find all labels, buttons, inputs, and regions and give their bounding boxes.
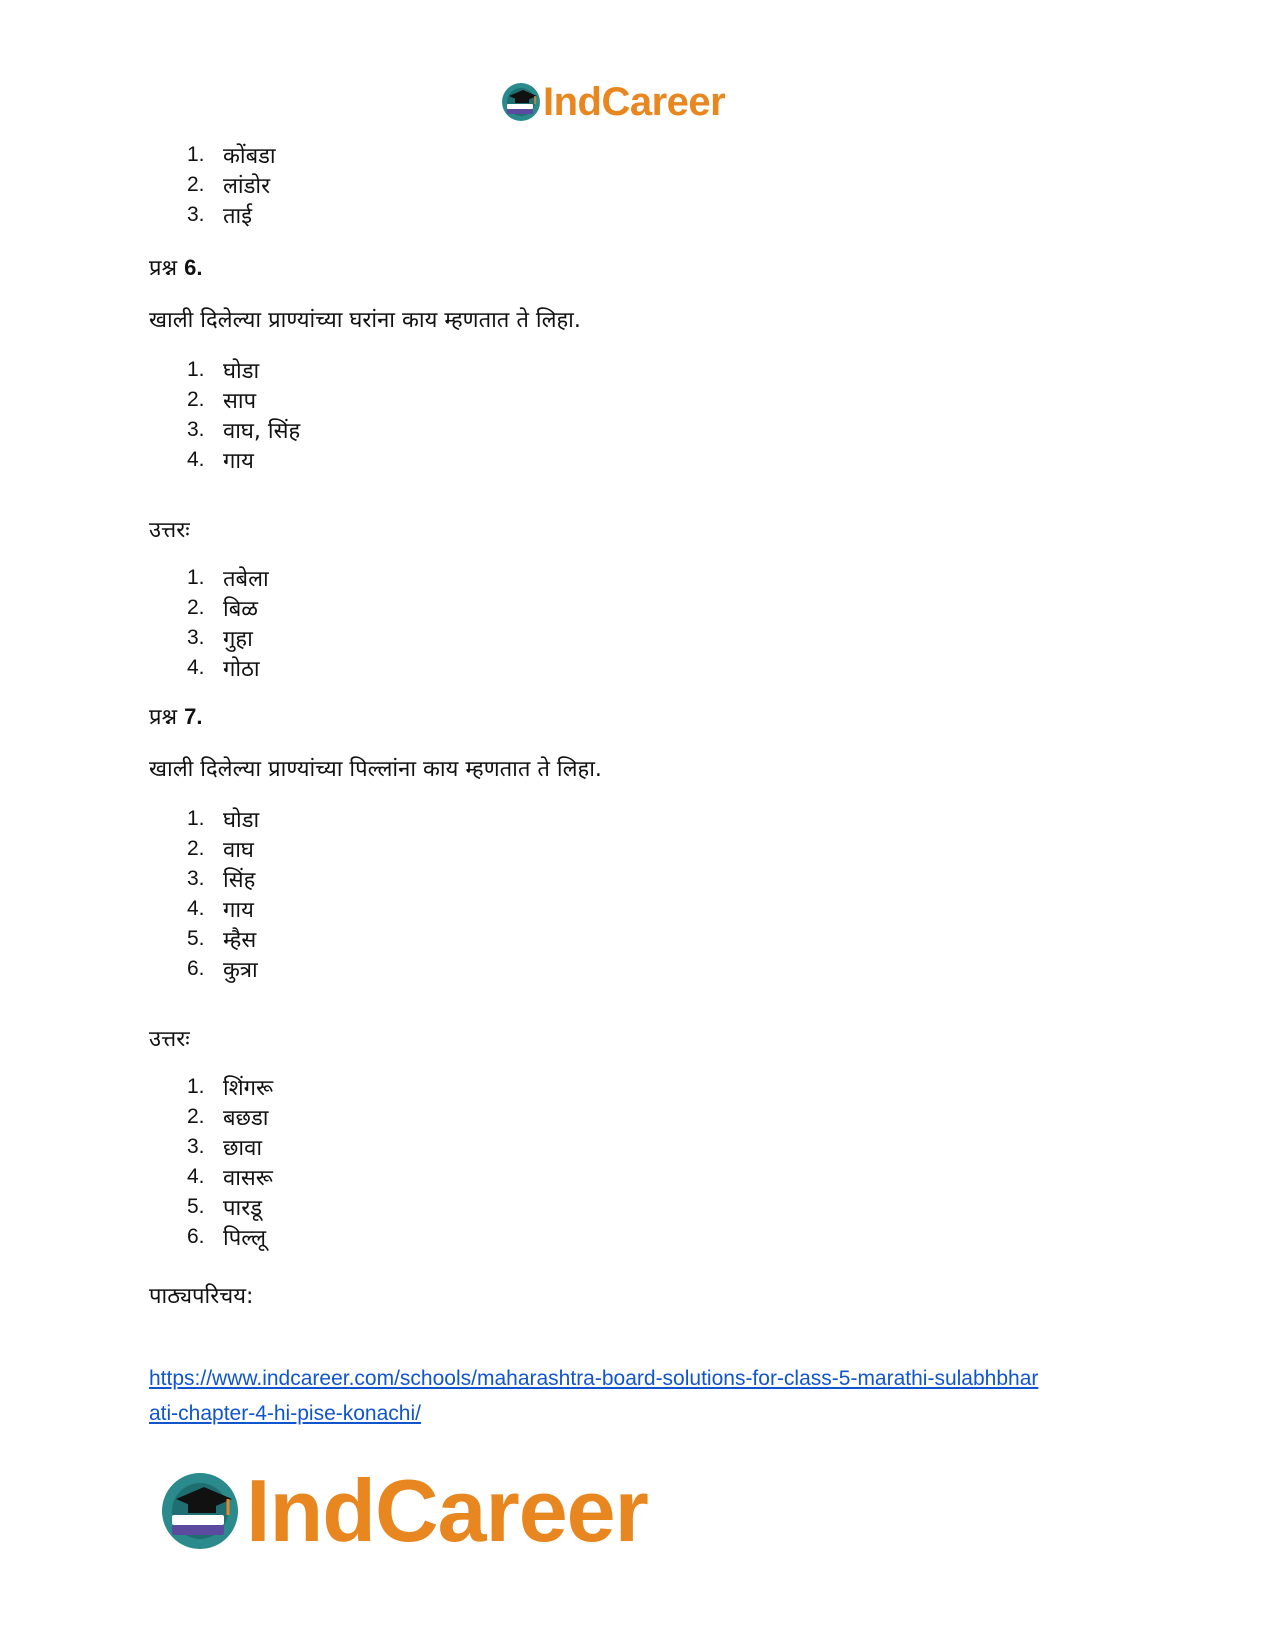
list-item: 2. बछडा bbox=[187, 1105, 269, 1131]
question-7-prompt: खाली दिलेल्या प्राण्यांच्या पिल्लांना काय म्हणतात ते लिहा. bbox=[149, 757, 602, 782]
list-item: 2. लांडोर bbox=[187, 173, 271, 199]
brand-name: IndCareer bbox=[543, 80, 726, 124]
list-item: 4. वासरू bbox=[187, 1165, 273, 1191]
question-7-answer-label: उत्तरः bbox=[149, 1027, 190, 1052]
list-item: 1. कोंबडा bbox=[187, 143, 276, 169]
list-item: 3. वाघ, सिंह bbox=[187, 418, 301, 444]
answer-list-previous bbox=[187, 140, 276, 230]
question-6-heading: प्रश्न 6. bbox=[149, 255, 203, 281]
list-item: 1. तबेला bbox=[187, 566, 269, 592]
list-item: 5. म्हैस bbox=[187, 927, 257, 953]
brand-name: IndCareer bbox=[246, 1461, 648, 1560]
question-6-answer-label: उत्तरः bbox=[149, 518, 190, 543]
header-logo bbox=[501, 80, 725, 124]
question-7-answers bbox=[187, 1072, 273, 1252]
list-item: 1. शिंगरू bbox=[187, 1075, 274, 1101]
list-item: 4. गाय bbox=[187, 897, 254, 923]
list-item: 3. ताई bbox=[187, 203, 253, 229]
list-item: 3. गुहा bbox=[187, 626, 253, 652]
list-item: 3. छावा bbox=[187, 1135, 263, 1161]
list-item: 2. वाघ bbox=[187, 837, 254, 863]
graduation-cap-book-icon bbox=[501, 82, 541, 122]
question-7-items bbox=[187, 804, 259, 984]
list-item: 3. सिंह bbox=[187, 867, 256, 893]
list-item: 2. बिळ bbox=[187, 596, 258, 622]
list-item: 2. साप bbox=[187, 388, 257, 414]
question-7-heading: प्रश्न 7. bbox=[149, 704, 203, 730]
question-6-prompt: खाली दिलेल्या प्राण्यांच्या घरांना काय म्हणतात ते लिहा. bbox=[149, 308, 581, 333]
list-item: 5. पारडू bbox=[187, 1195, 262, 1221]
lesson-intro-label: पाठ्यपरिचय: bbox=[149, 1284, 254, 1309]
question-6-items bbox=[187, 355, 300, 475]
graduation-cap-book-icon bbox=[160, 1471, 240, 1551]
source-link-line-1[interactable]: https://www.indcareer.com/schools/maharashtra-board-solutions-for-class-5-marathi-sulabhbhar bbox=[149, 1367, 1039, 1390]
list-item: 1. घोडा bbox=[187, 358, 260, 384]
question-6-answers bbox=[187, 563, 269, 683]
list-item: 6. पिल्लू bbox=[187, 1225, 267, 1251]
list-item: 4. गोठा bbox=[187, 656, 260, 682]
list-item: 6. कुत्रा bbox=[187, 957, 258, 983]
footer-logo bbox=[160, 1461, 648, 1560]
source-link-line-2[interactable]: ati-chapter-4-hi-pise-konachi/ bbox=[149, 1402, 421, 1425]
list-item: 1. घोडा bbox=[187, 807, 260, 833]
list-item: 4. गाय bbox=[187, 448, 254, 474]
